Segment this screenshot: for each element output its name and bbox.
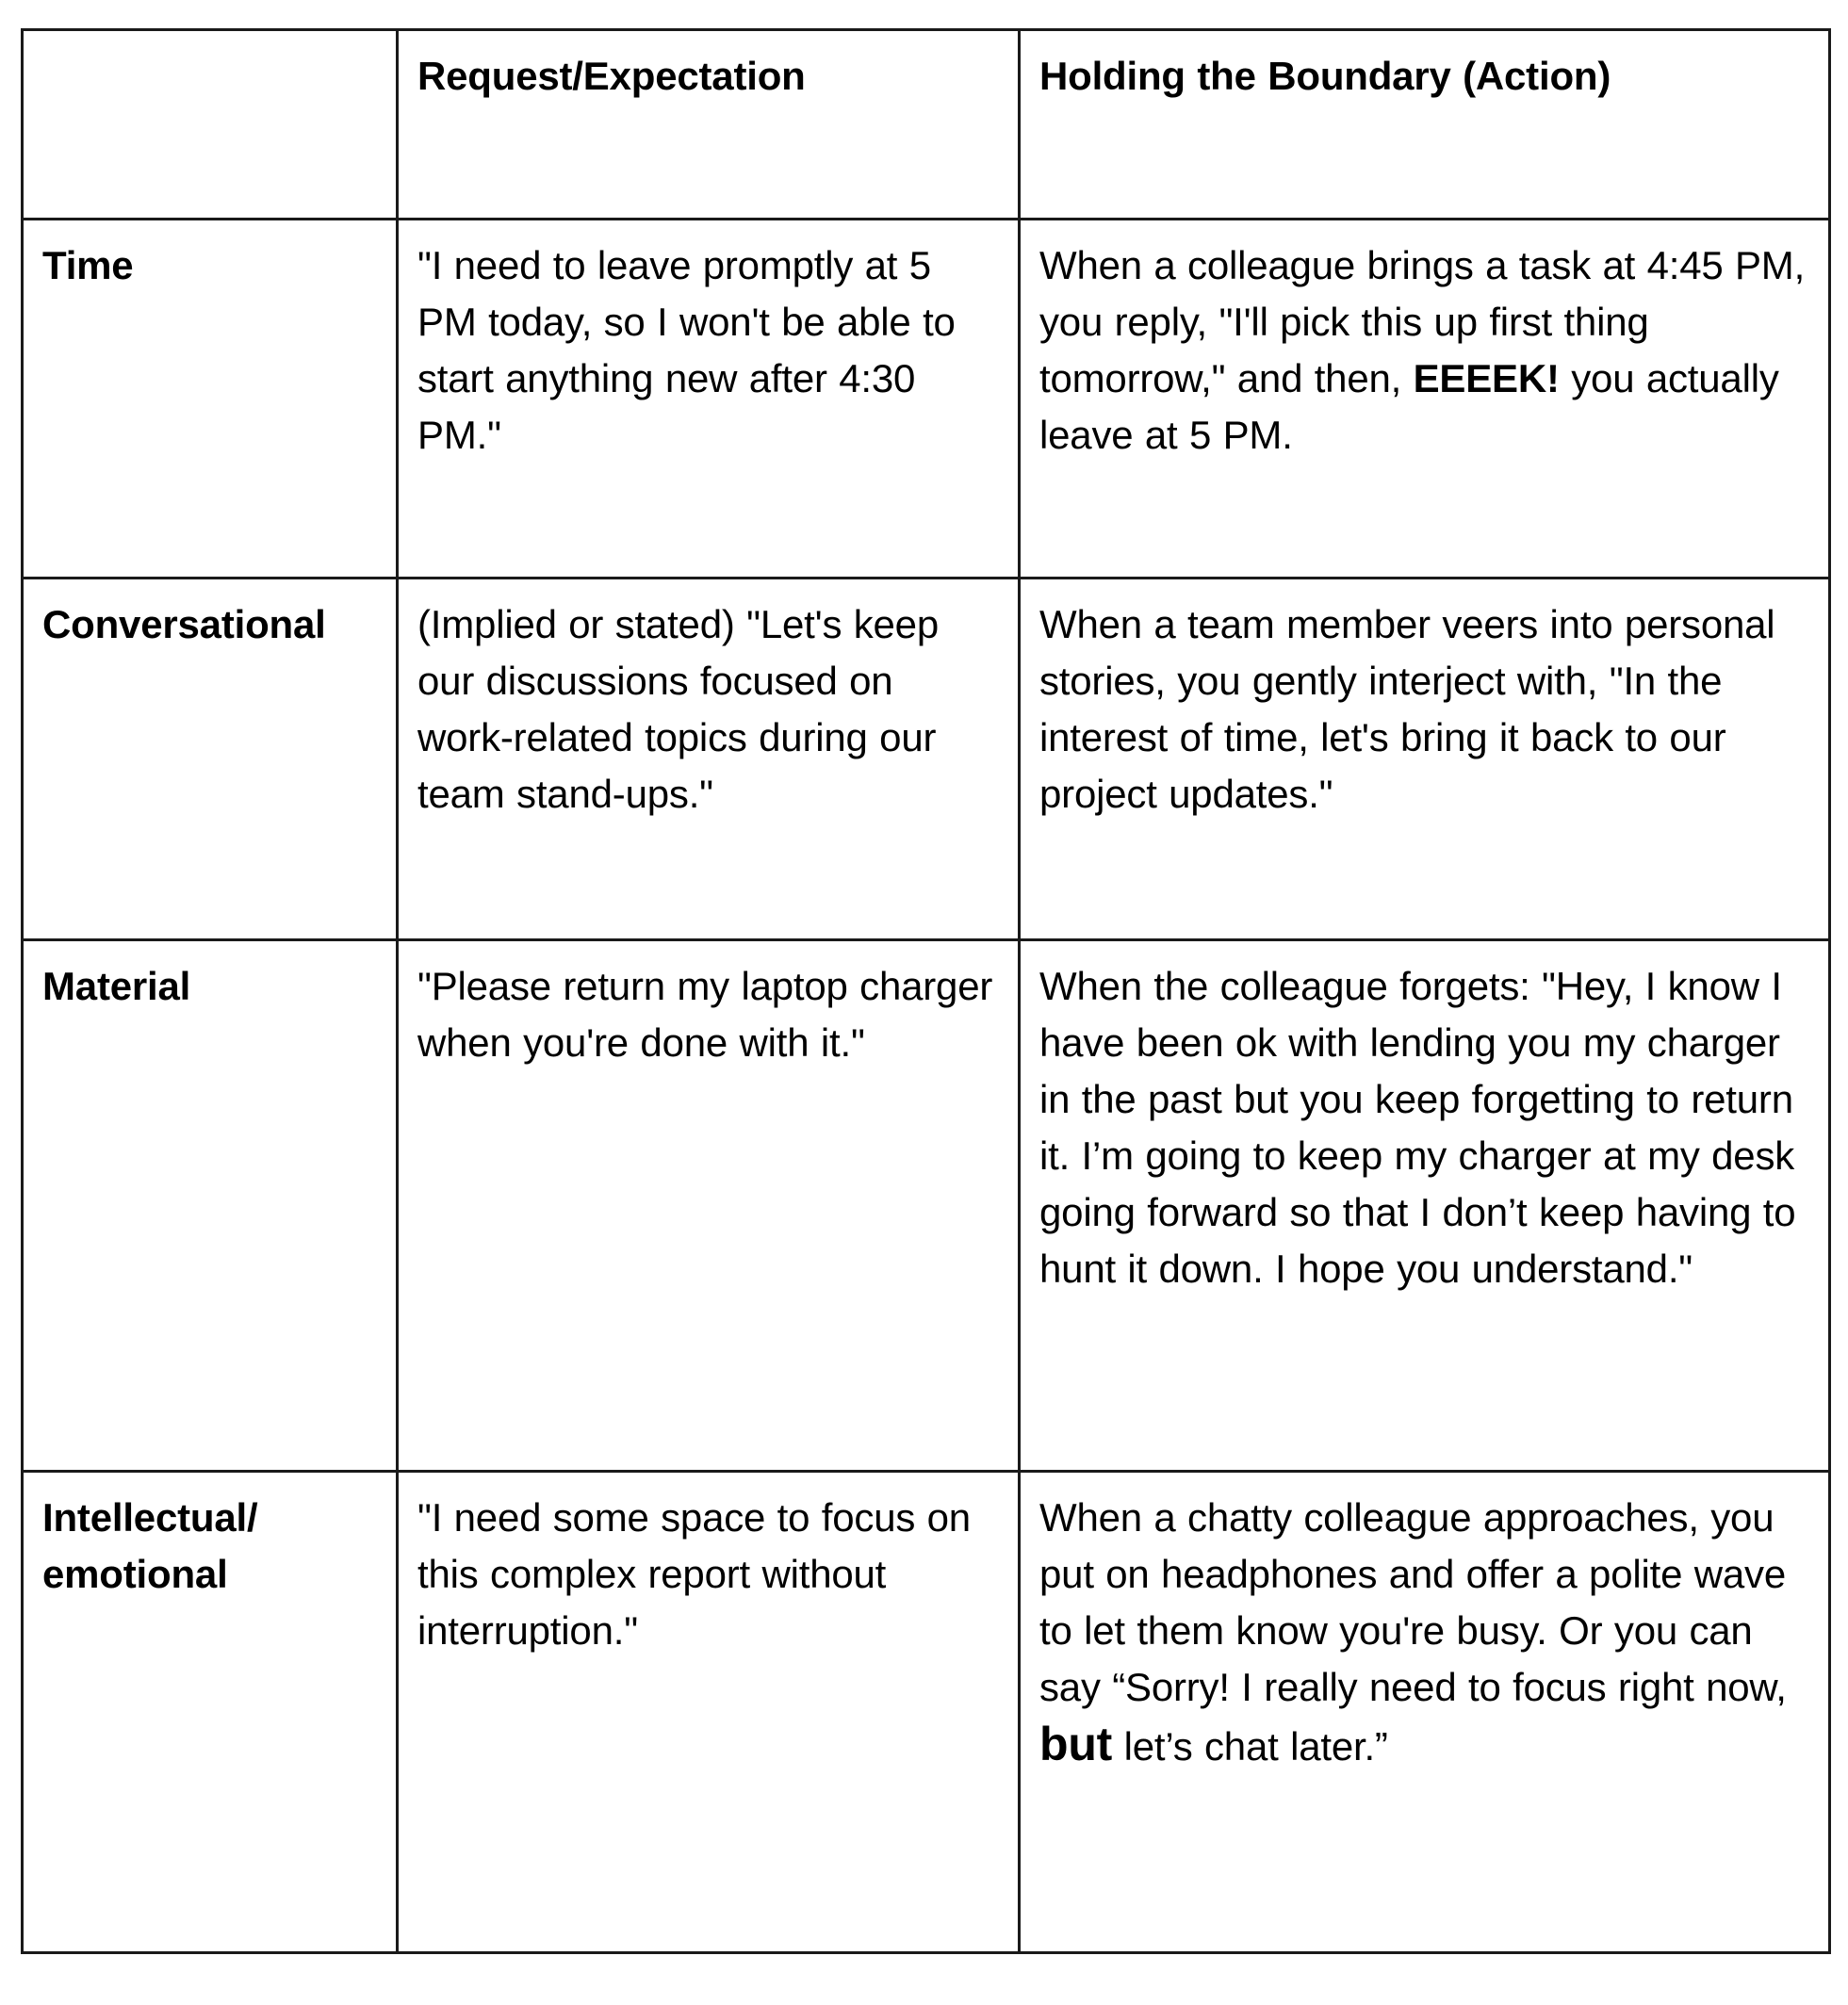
action-text-time-before: When a colleague brings a task at 4:45 PM, you reply, "I'll pick this up first thing tomorrow," and then,	[1039, 243, 1806, 400]
table-row-material	[23, 940, 1830, 1472]
row-label-material: Material	[23, 940, 398, 1472]
row-label-line-1: Intellectual/	[42, 1495, 258, 1540]
row-label-time: Time	[23, 220, 398, 579]
request-cell-material: "Please return my laptop charger when you're done with it."	[398, 940, 1020, 1472]
action-text-emotional-after: let’s chat later.”	[1112, 1724, 1388, 1769]
row-label-conversational: Conversational	[23, 579, 398, 940]
table-row-intellectual-emotional	[23, 1472, 1830, 1953]
request-cell-time: "I need to leave promptly at 5 PM today, so I won't be able to start anything new after 4:30 PM."	[398, 220, 1020, 579]
action-cell-intellectual-emotional	[1020, 1472, 1830, 1953]
row-label-line-2: emotional	[42, 1552, 228, 1596]
action-text-emotional-before: When a chatty colleague approaches, you put on headphones and offer a polite wave to let them know you're busy. Or you can say “Sorry! I really need to focus right now,	[1039, 1495, 1787, 1709]
action-cell-material: When the colleague forgets: "Hey, I know I have been ok with lending you my charger in the past but you keep forgetting to return it. I’m going to keep my charger at my desk going forward so that I don’t keep having to hunt it down. I hope you understand."	[1020, 940, 1830, 1472]
action-cell-conversational: When a team member veers into personal stories, you gently interject with, "In the interest of time, let's bring it back to our project updates."	[1020, 579, 1830, 940]
header-row	[23, 30, 1830, 220]
action-emphasis-but: but	[1039, 1718, 1113, 1770]
boundaries-table	[21, 28, 1831, 1954]
table-row-conversational	[23, 579, 1830, 940]
request-cell-conversational: (Implied or stated) "Let's keep our discussions focused on work-related topics during our team stand-ups."	[398, 579, 1020, 940]
action-cell-time	[1020, 220, 1830, 579]
request-cell-intellectual-emotional: "I need some space to focus on this complex report without interruption."	[398, 1472, 1020, 1953]
action-emphasis-eeeek: EEEEK!	[1413, 356, 1560, 400]
header-holding-boundary: Holding the Boundary (Action)	[1020, 30, 1830, 220]
header-cell-empty	[23, 30, 398, 220]
table-row-time	[23, 220, 1830, 579]
row-label-intellectual-emotional	[23, 1472, 398, 1953]
action-text-time-after: you actually leave at 5 PM.	[1039, 356, 1779, 457]
header-request-expectation: Request/Expectation	[398, 30, 1020, 220]
